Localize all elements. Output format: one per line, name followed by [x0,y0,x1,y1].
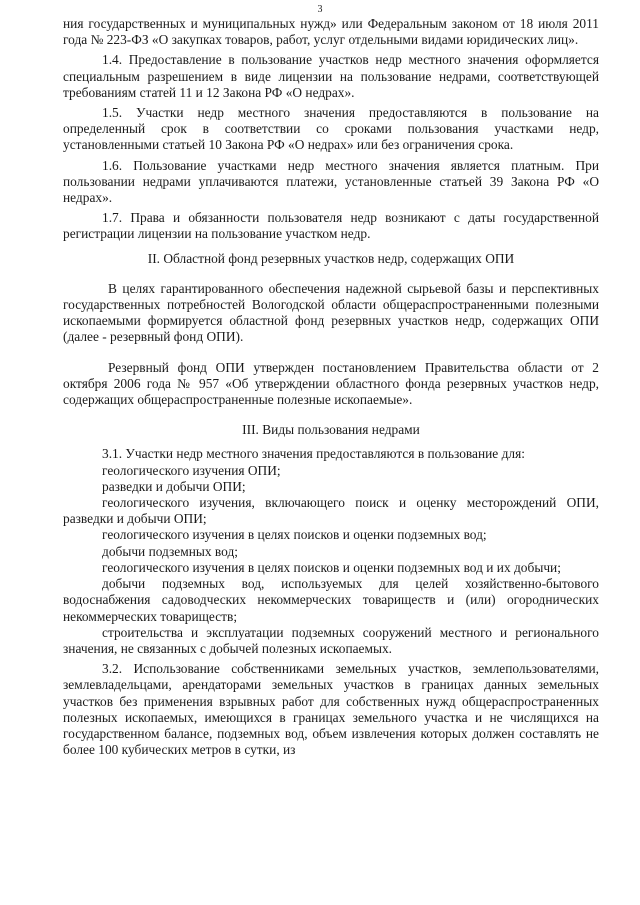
paragraph-1-6: 1.6. Пользование участками недр местного значения является платным. При пользовании недрами уплачиваются платежи, установленные статьей 39 Закона РФ «О недрах». [63,157,599,206]
list-item: геологического изучения в целях поисков и оценки подземных вод; [102,527,487,543]
list-item: добычи подземных вод; [102,543,239,559]
paragraph-1-5: 1.5. Участки недр местного значения предоставляются в пользование на определенный срок в соответствии со сроками пользования участками недр, установленными статьей 10 Закона РФ «О недрах» или без ограничения срока. [63,105,599,153]
paragraph-3-1: 3.1. Участки недр местного значения предоставляются в пользование для: [102,446,525,462]
document-body [63,16,599,758]
list-item: добычи подземных вод, используемых для целей хозяйственно-бытового водоснабжения садоводческих некоммерческих товариществ и (или) огороднических некоммерческих товариществ; [63,576,599,624]
section-heading-2: II. Областной фонд резервных участков недр, содержащих ОПИ [147,250,515,266]
list-item: строительства и эксплуатации подземных сооружений местного и регионального значения, не связанных с добычей полезных ископаемых. [63,624,599,656]
paragraph-2-1: В целях гарантированного обеспечения надежной сырьевой базы и перспективных государственных потребностей Вологодской области общераспространенными полезными ископаемыми формируется областной фонд резервных участков недр, содержащих ОПИ (далее - резервный фонд ОПИ). [63,280,599,345]
list-item: геологического изучения ОПИ; [102,462,281,478]
list-item: геологического изучения, включающего поиск и оценку месторождений ОПИ, разведки и добычи ОПИ; [63,495,599,527]
list-item: геологического изучения в целях поисков и оценки подземных вод и их добычи; [102,559,561,575]
list-item: разведки и добычи ОПИ; [102,478,246,494]
paragraph-2-2: Резервный фонд ОПИ утвержден постановлением Правительства области от 2 октября 2006 года № 957 «Об утверждении областного фонда резервных участков недр, содержащих общераспространенные полезные ископаемые». [63,359,599,408]
paragraph-continuation: ния государственных и муниципальных нужд» или Федеральным законом от 18 июля 2011 года № 223-ФЗ «О закупках товаров, работ, услуг отдельными видами юридических лиц». [63,16,599,48]
page-number: 3 [317,4,323,15]
paragraph-1-4: 1.4. Предоставление в пользование участков недр местного значения оформляется специальным разрешением в виде лицензии на пользование недрами, соответствующей требованиям статей 11 и 12 Закона РФ «О недрах». [63,52,599,100]
paragraph-1-7: 1.7. Права и обязанности пользователя недр возникают с даты государственной регистрации лицензии на пользование участком недр. [63,210,599,242]
section-heading-3: III. Виды пользования недрами [242,422,420,438]
paragraph-3-2: 3.2. Использование собственниками земельных участков, землепользователями, землевладельцами, арендаторами земельных участков в границах данных земельных участков без применения взрывных работ для собственных нужд общераспространенных полезных ископаемых, имеющихся в границах земельного участка и не числящихся на государственном балансе, подземных вод, объем извлечения которых должен составлять не более 100 кубических метров в сутки, из [63,661,599,758]
